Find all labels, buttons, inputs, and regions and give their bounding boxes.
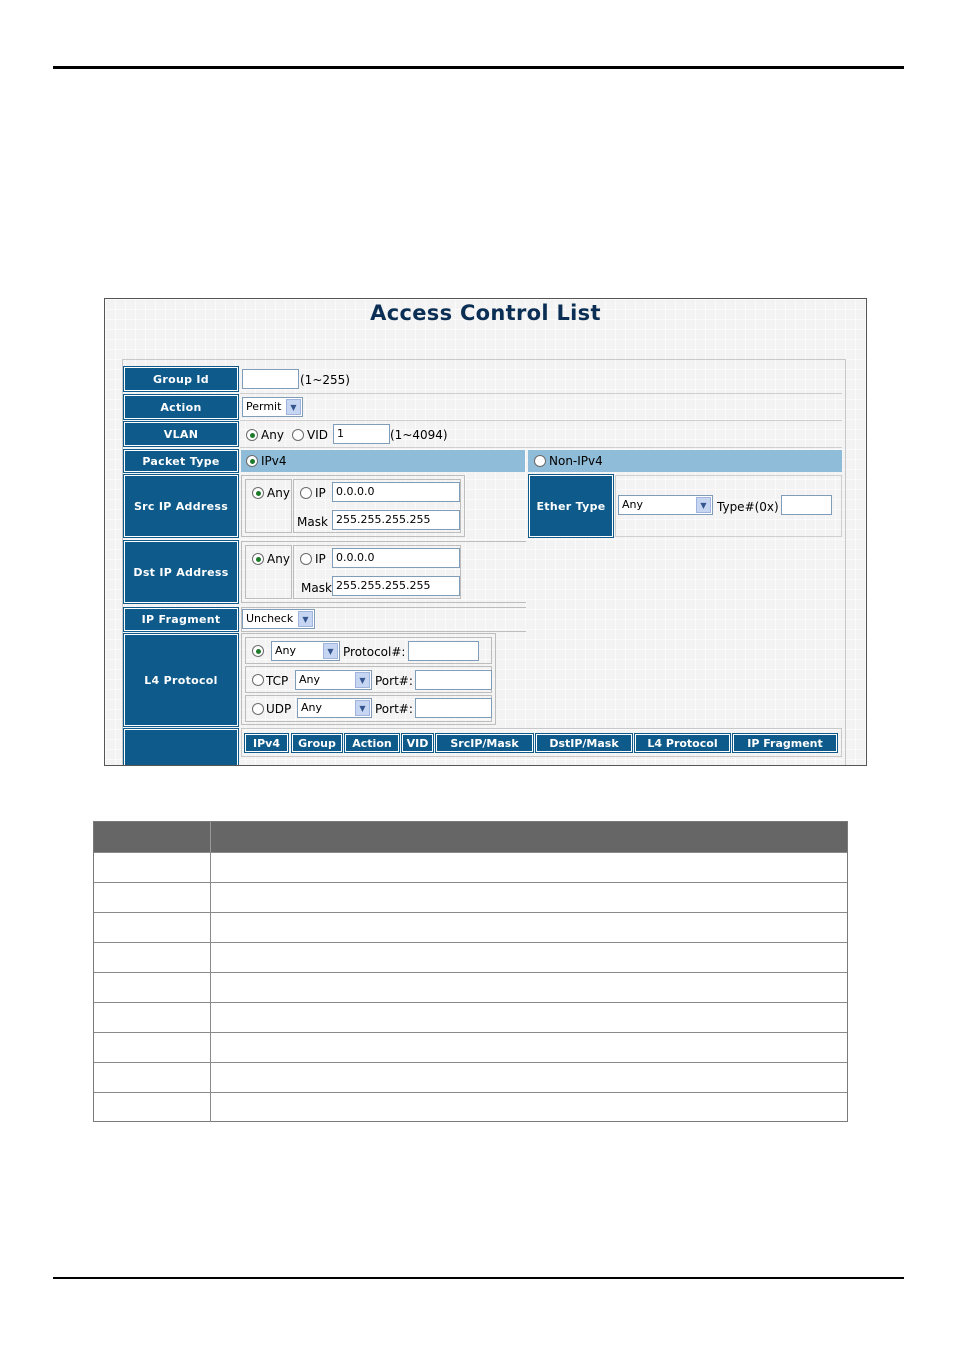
list-row-label xyxy=(124,729,238,766)
vlan-vid-radio[interactable] xyxy=(292,429,304,441)
action-select-value: Permit xyxy=(246,400,282,413)
chevron-down-icon[interactable]: ▼ xyxy=(355,700,370,716)
tcp-select-value: Any xyxy=(299,673,321,686)
tcp-port-input[interactable] xyxy=(415,670,492,690)
packet-ipv4-radio[interactable] xyxy=(246,455,258,467)
chevron-down-icon[interactable]: ▼ xyxy=(298,611,313,627)
vlan-label: VLAN xyxy=(124,422,238,446)
bottom-rule xyxy=(53,1277,904,1279)
dst-ip-label: Dst IP Address xyxy=(124,541,238,603)
table-header xyxy=(94,822,847,852)
dst-any-text: Any xyxy=(267,552,290,566)
src-any-text: Any xyxy=(267,486,290,500)
row-divider xyxy=(240,420,842,421)
group-id-label: Group Id xyxy=(124,367,238,391)
table-row xyxy=(94,1062,847,1092)
acl-list-header xyxy=(245,734,839,752)
ip-fragment-select-value: Uncheck xyxy=(246,612,294,625)
acl-screenshot xyxy=(104,298,867,766)
table-row xyxy=(94,1092,847,1122)
l4-any-radio[interactable] xyxy=(252,645,264,657)
page-title: Access Control List xyxy=(370,301,601,325)
chevron-down-icon[interactable]: ▼ xyxy=(696,497,711,513)
src-any-radio[interactable] xyxy=(252,487,264,499)
col-group: Group xyxy=(292,734,342,752)
l4-protocol-label: L4 Protocol xyxy=(124,634,238,726)
row-divider xyxy=(240,447,842,448)
chevron-down-icon[interactable]: ▼ xyxy=(355,672,370,688)
tcp-port-hint: Port#: xyxy=(375,674,413,688)
src-ip-radio[interactable] xyxy=(300,487,312,499)
table-row xyxy=(94,942,847,972)
description-table xyxy=(93,821,848,1122)
chevron-down-icon[interactable]: ▼ xyxy=(286,399,301,415)
udp-port-input[interactable] xyxy=(415,698,492,718)
vid-hint: (1~4094) xyxy=(390,428,448,442)
packet-non-ipv4-text: Non-IPv4 xyxy=(549,454,603,468)
packet-type-label: Packet Type xyxy=(124,450,238,472)
col-dstip-mask: DstIP/Mask xyxy=(536,734,632,752)
group-id-hint: (1~255) xyxy=(300,373,350,387)
vlan-any-text: Any xyxy=(261,428,284,442)
udp-radio[interactable] xyxy=(252,703,264,715)
l4-any-select-value: Any xyxy=(275,644,297,657)
ether-type-label: Ether Type xyxy=(529,475,613,537)
l4-protocol-hint: Protocol#: xyxy=(343,645,406,659)
chevron-down-icon[interactable]: ▼ xyxy=(323,643,338,659)
table-row xyxy=(94,972,847,1002)
src-ip-input[interactable]: 0.0.0.0 xyxy=(332,482,460,502)
vlan-vid-text: VID xyxy=(307,428,328,442)
table-row xyxy=(94,912,847,942)
ether-type-select-value: Any xyxy=(622,498,644,511)
packet-ipv4-text: IPv4 xyxy=(261,454,287,468)
col-action: Action xyxy=(345,734,399,752)
table-row xyxy=(94,1032,847,1062)
tcp-text: TCP xyxy=(266,674,289,688)
top-rule xyxy=(53,66,904,69)
dst-ip-input[interactable]: 0.0.0.0 xyxy=(332,548,460,568)
table-row xyxy=(94,1002,847,1032)
vid-input[interactable]: 1 xyxy=(333,424,390,444)
ether-type-input[interactable] xyxy=(781,495,832,515)
udp-text: UDP xyxy=(266,702,292,716)
ip-fragment-select[interactable] xyxy=(242,609,315,629)
udp-port-hint: Port#: xyxy=(375,702,413,716)
packet-non-ipv4-radio[interactable] xyxy=(534,455,546,467)
col-vid: VID xyxy=(402,734,433,752)
dst-any-radio[interactable] xyxy=(252,553,264,565)
udp-select-value: Any xyxy=(301,701,323,714)
dst-ip-radio[interactable] xyxy=(300,553,312,565)
table-row xyxy=(94,882,847,912)
action-label: Action xyxy=(124,395,238,419)
ip-fragment-label: IP Fragment xyxy=(124,608,238,631)
col-ip-fragment: IP Fragment xyxy=(733,734,837,752)
src-mask-input[interactable]: 255.255.255.255 xyxy=(332,510,460,530)
src-mask-text: Mask xyxy=(297,515,328,529)
src-ip-text: IP xyxy=(315,486,326,500)
col-srcip-mask: SrcIP/Mask xyxy=(436,734,533,752)
header-column-divider xyxy=(210,822,211,852)
dst-mask-text: Mask xyxy=(301,581,332,595)
ether-type-hint: Type#(0x) xyxy=(717,500,779,514)
tcp-radio[interactable] xyxy=(252,674,264,686)
ether-type-select[interactable] xyxy=(618,495,713,515)
vlan-any-radio[interactable] xyxy=(246,429,258,441)
dst-mask-input[interactable]: 255.255.255.255 xyxy=(332,576,460,596)
src-ip-label: Src IP Address xyxy=(124,475,238,537)
dst-ip-text: IP xyxy=(315,552,326,566)
action-select[interactable] xyxy=(242,397,303,417)
l4-protocol-input[interactable] xyxy=(408,641,479,661)
group-id-input[interactable] xyxy=(242,369,299,389)
col-l4-protocol: L4 Protocol xyxy=(635,734,730,752)
col-ipv4: IPv4 xyxy=(245,734,288,752)
tcp-select[interactable] xyxy=(295,670,372,690)
udp-select[interactable] xyxy=(297,698,372,718)
row-divider xyxy=(240,393,842,394)
l4-any-select[interactable] xyxy=(271,641,340,661)
table-row xyxy=(94,852,847,882)
